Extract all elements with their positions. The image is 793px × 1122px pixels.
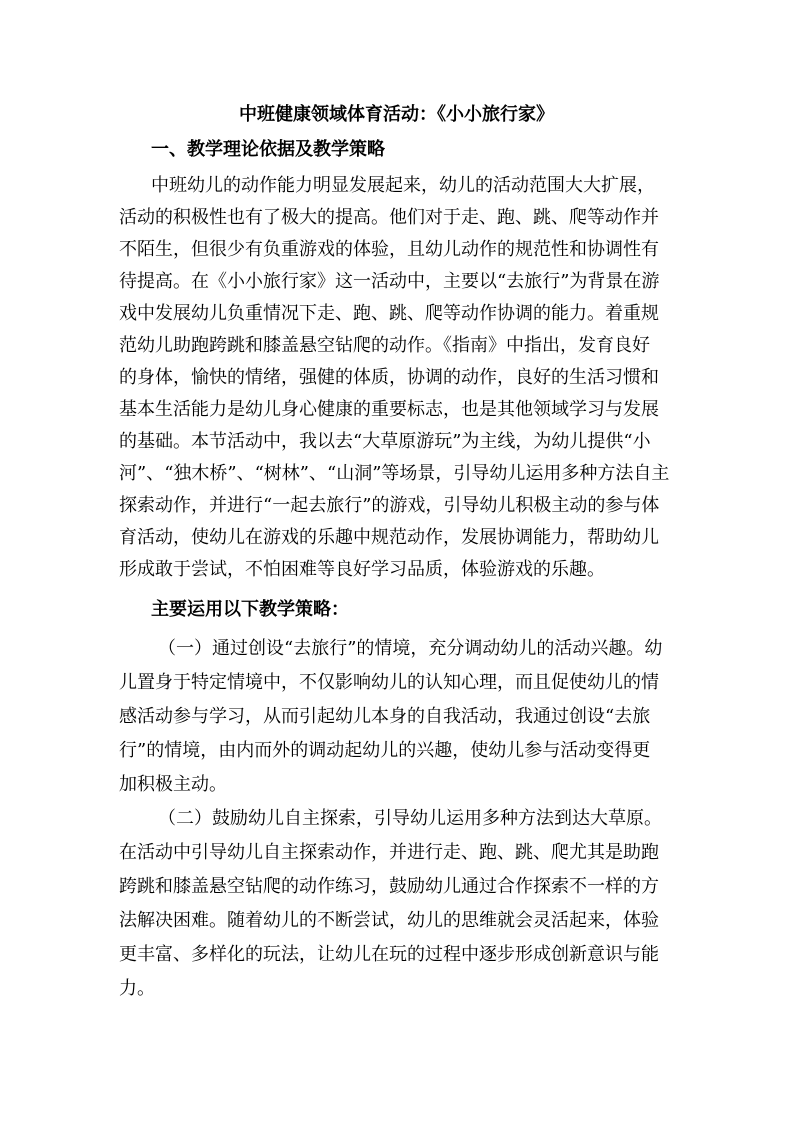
paragraph-line: 戏中发展幼儿负重情况下走、跑、跳、爬等动作协调的能力。着重规	[119, 303, 659, 324]
paragraph-line: （二）鼓励幼儿自主探索，引导幼儿运用多种方法到达大草原。	[158, 808, 662, 829]
paragraph-line: 活动的积极性也有了极大的提高。他们对于走、跑、跳、爬等动作并	[119, 207, 659, 228]
paragraph-line: 力。	[119, 978, 155, 999]
section-heading: 一、教学理论依据及教学策略	[151, 139, 385, 160]
paragraph-line: 探索动作，并进行“一起去旅行”的游戏，引导幼儿积极主动的参与体	[119, 495, 660, 516]
paragraph-line: 形成敢于尝试，不怕困难等良好学习品质，体验游戏的乐趣。	[119, 559, 605, 580]
paragraph-line: （一）通过创设“去旅行”的情境，充分调动幼儿的活动兴趣。幼	[158, 638, 663, 659]
paragraph-line: 在活动中引导幼儿自主探索动作，并进行走、跑、跳、爬尤其是助跑	[119, 842, 659, 863]
paragraph-line: 基本生活能力是幼儿身心健康的重要标志，也是其他领域学习与发展	[119, 399, 659, 420]
strategy-heading: 主要运用以下教学策略：	[151, 599, 349, 620]
paragraph-line: 感活动参与学习，从而引起幼儿本身的自我活动，我通过创设“去旅	[119, 706, 651, 727]
paragraph-line: 的基础。本节活动中，我以去“大草原游玩”为主线，为幼儿提供“小	[119, 431, 651, 452]
paragraph-line: 加积极主动。	[119, 774, 227, 795]
paragraph-line: 跨跳和膝盖悬空钻爬的动作练习，鼓励幼儿通过合作探索不一样的方	[119, 876, 659, 897]
paragraph-line: 的身体，愉快的情绪，强健的体质，协调的动作，良好的生活习惯和	[119, 367, 659, 388]
paragraph-line: 河”、“独木桥”、“树林”、“山洞”等场景，引导幼儿运用多种方法自主	[119, 463, 670, 484]
paragraph-line: 范幼儿助跑跨跳和膝盖悬空钻爬的动作。《指南》中指出，发育良好	[119, 335, 650, 356]
paragraph-line: 行”的情境，由内而外的调动起幼儿的兴趣，使幼儿参与活动变得更	[119, 740, 651, 761]
paragraph-line: 中班幼儿的动作能力明显发展起来，幼儿的活动范围大大扩展，	[151, 175, 655, 196]
paragraph-line: 更丰富、多样化的玩法，让幼儿在玩的过程中逐步形成创新意识与能	[119, 944, 659, 965]
paragraph-line: 待提高。在《小小旅行家》这一活动中，主要以“去旅行”为背景在游	[119, 271, 660, 292]
paragraph-line: 育活动，使幼儿在游戏的乐趣中规范动作，发展协调能力，帮助幼儿	[119, 527, 659, 548]
paragraph-line: 儿置身于特定情境中，不仅影响幼儿的认知心理，而且促使幼儿的情	[119, 672, 659, 693]
paragraph-line: 不陌生，但很少有负重游戏的体验，且幼儿动作的规范性和协调性有	[119, 239, 659, 260]
paragraph-line: 法解决困难。随着幼儿的不断尝试，幼儿的思维就会灵活起来，体验	[119, 910, 659, 931]
document-title: 中班健康领域体育活动：《小小旅行家》	[239, 104, 554, 125]
